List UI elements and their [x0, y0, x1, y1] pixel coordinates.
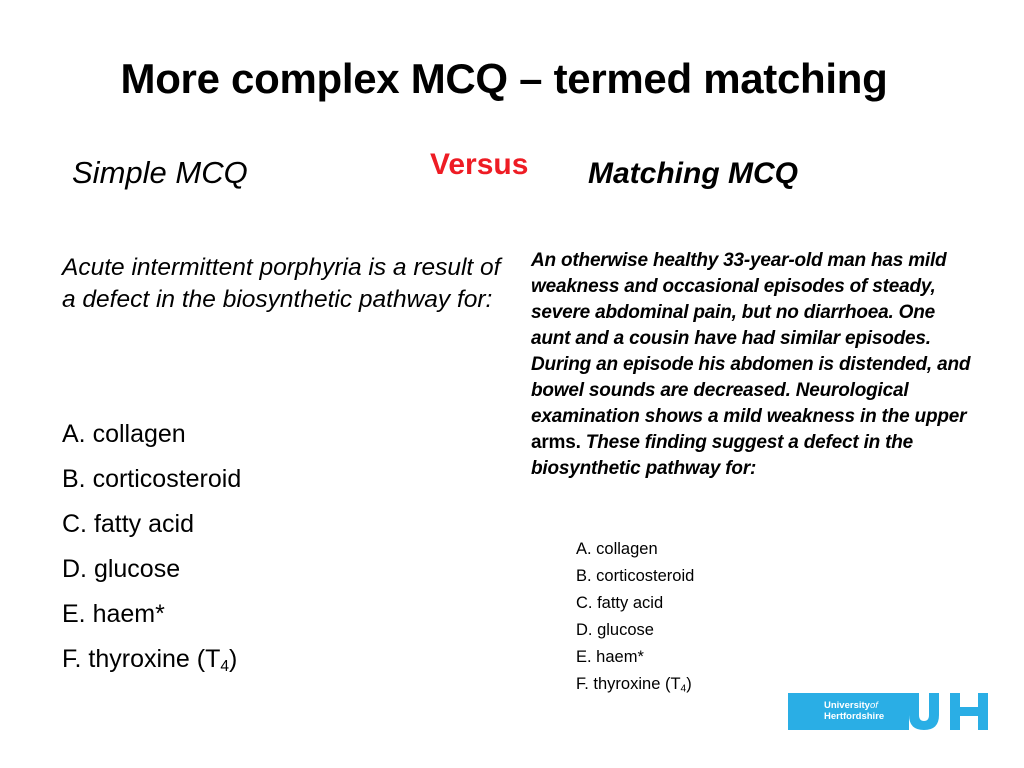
logo-background [788, 693, 909, 730]
matching-question-part1: An otherwise healthy 33-year-old man has mild weakness and occasional episodes of steady, severe abdominal pain, but no diarrhoea. One aunt and a cousin have had similar episodes. During an episode his abdomen is distended, and bowel sounds are decreased. Neurological examination shows a mild weakness in the upper [531, 250, 971, 427]
matching-option-e [576, 644, 694, 671]
option-subscript: 4 [220, 657, 229, 675]
simple-option-a [62, 412, 241, 457]
option-text: C. fatty acid [576, 594, 664, 612]
simple-option-e [62, 592, 241, 637]
option-text: A. collagen [576, 540, 658, 558]
simple-option-f [62, 637, 241, 682]
matching-option-d [576, 617, 694, 644]
option-text-end: ) [686, 675, 692, 693]
option-text: A. collagen [62, 420, 186, 448]
matching-option-a [576, 536, 694, 563]
option-text: D. glucose [576, 621, 654, 639]
option-text: B. corticosteroid [62, 465, 242, 493]
matching-option-c [576, 590, 694, 617]
slide-title: More complex MCQ – termed matching [120, 55, 888, 102]
option-text: F. thyroxine (T [62, 645, 221, 673]
matching-option-f [576, 671, 694, 698]
logo-line1-of: of [869, 700, 878, 711]
logo-line1: University [824, 700, 870, 711]
simple-option-d [62, 547, 241, 592]
versus-label: Versus [430, 148, 529, 181]
matching-question-part3: These finding suggest a defect in the biosynthetic pathway for: [531, 432, 914, 479]
matching-options-list [576, 536, 694, 698]
matching-mcq-heading: Matching MCQ [588, 157, 798, 190]
simple-options-list [62, 412, 241, 682]
simple-option-b [62, 457, 241, 502]
simple-mcq-heading: Simple MCQ [72, 155, 248, 190]
matching-question-text [531, 248, 971, 482]
matching-option-b [576, 563, 694, 590]
simple-question-text: Acute intermittent porphyria is a result of a defect in the biosynthetic pathway for: [62, 254, 501, 313]
option-subscript: 4 [680, 683, 687, 695]
option-text-end: ) [229, 645, 238, 673]
option-text: E. haem* [62, 600, 165, 628]
logo-line2: Hertfordshire [824, 710, 885, 722]
matching-question-part2: arms. [531, 432, 581, 453]
university-logo [788, 693, 992, 730]
logo-text [824, 701, 884, 722]
option-text: F. thyroxine (T [576, 675, 681, 693]
uh-monogram-icon [900, 693, 992, 730]
option-text: C. fatty acid [62, 510, 194, 538]
simple-option-c [62, 502, 241, 547]
option-text: E. haem* [576, 648, 644, 666]
option-text: D. glucose [62, 555, 181, 583]
option-text: B. corticosteroid [576, 567, 695, 585]
